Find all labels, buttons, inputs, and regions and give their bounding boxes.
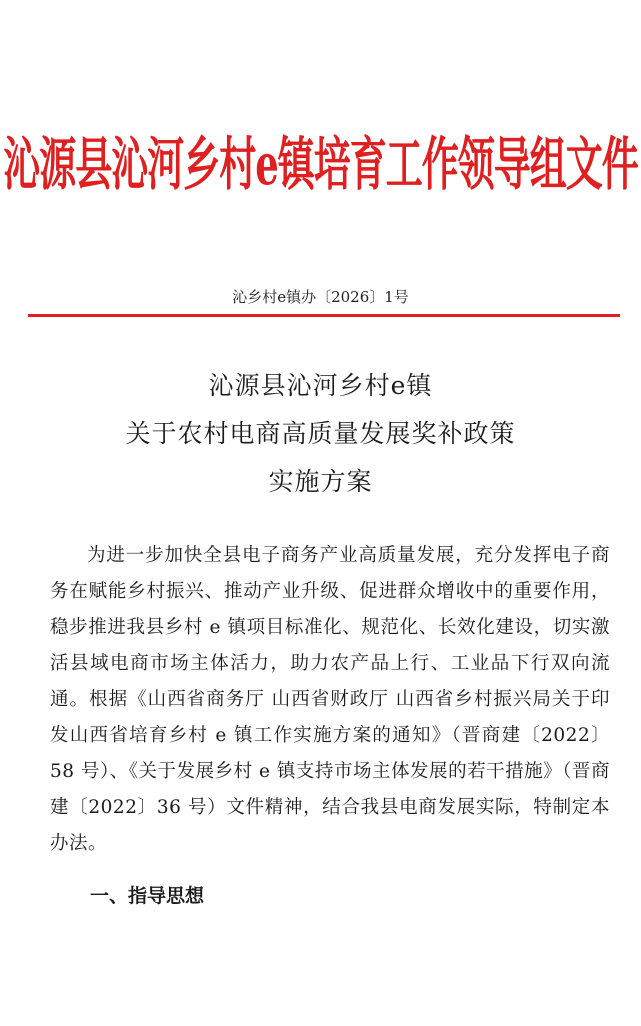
issuer-header: [3, 118, 638, 200]
title-line-2: 关于农村电商高质量发展奖补政策: [125, 419, 516, 448]
document-number: 沁乡村e镇办〔2026〕1号: [232, 288, 409, 306]
issuer-header-text: 沁源县沁河乡村e镇培育工作领导组文件: [3, 129, 638, 198]
red-divider-line: [28, 314, 620, 317]
section-heading: 一、指导思想: [90, 885, 205, 907]
title-line-3: 实施方案: [268, 467, 373, 496]
body-paragraph: 为进一步加快全县电子商务产业高质量发展，充分发挥电子商务在赋能乡村振兴、推动产业升级、促进群众增收中的重要作用，稳步推进我县乡村 e 镇项目标准化、规范化、长效化建设，切实激活县域电商市场主体活力，助力农产品上行、工业品下行双向流通。根据《山西省商务厅 山西省财政厅 山西省乡村振兴局关于印发山西省培育乡村 e 镇工作实施方案的通知》（晋商建〔2022〕58 号）、《关于发展乡村 e 镇支持市场主体发展的若干措施》（晋商建〔2022〕36 号）文件精神，结合我县电商发展实际，特制定本办法。: [50, 545, 610, 854]
title-line-1: 沁源县沁河乡村e镇: [208, 371, 433, 400]
